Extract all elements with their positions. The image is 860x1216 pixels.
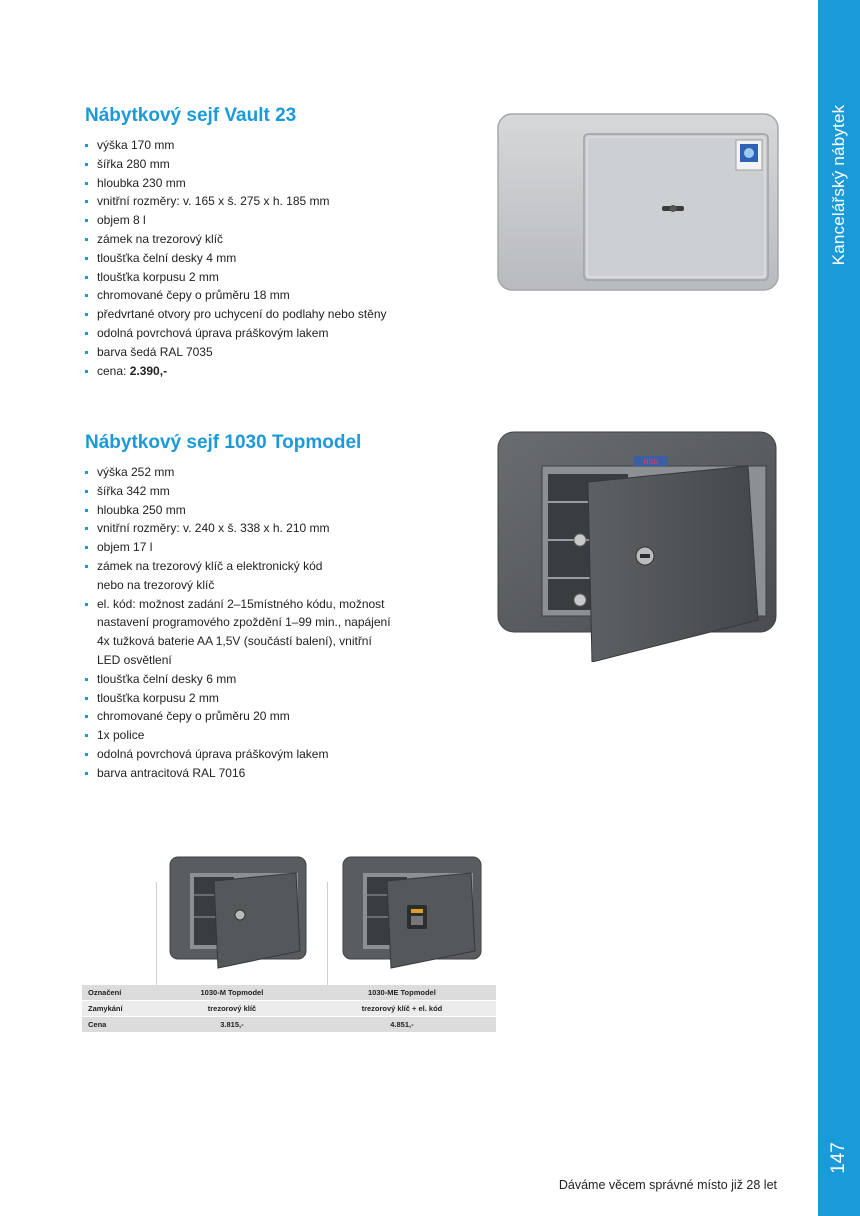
spec-item: vnitřní rozměry: v. 165 x š. 275 x h. 185 mm (85, 192, 387, 211)
spec-item: tloušťka čelní desky 4 mm (85, 249, 387, 268)
page-number: 147 (828, 1142, 849, 1174)
table-cell: 1030-M Topmodel (156, 985, 308, 1001)
spec-item: šířka 342 mm (85, 482, 391, 501)
spec-item: objem 8 l (85, 211, 387, 230)
table-cell: trezorový klíč (156, 1001, 308, 1017)
footer-slogan: Dáváme věcem správné místo již 28 let (558, 1178, 777, 1192)
product1-specs (85, 136, 387, 380)
sidebar (818, 0, 860, 1216)
spec-item: předvrtané otvory pro uchycení do podlahy nebo stěny (85, 305, 387, 324)
row-label: Označení (82, 985, 156, 1001)
spec-item-continued: LED osvětlení (97, 652, 172, 667)
spec-item: zámek na trezorový klíč a elektronický kód (85, 557, 391, 576)
spec-item: tloušťka čelní desky 6 mm (85, 670, 391, 689)
table-cell: 3.815,- (156, 1017, 308, 1033)
spec-item: chromované čepy o průměru 18 mm (85, 286, 387, 305)
spec-item: odolná povrchová úprava práškovým lakem (85, 324, 387, 343)
variant-1030me-image (341, 855, 483, 970)
spec-item: odolná povrchová úprava práškovým lakem (85, 745, 391, 764)
price-value: 2.390,- (129, 363, 168, 378)
spec-item: el. kód: možnost zadání 2–15místného kódu, možnost (85, 595, 391, 614)
product2-title: Nábytkový sejf 1030 Topmodel (85, 432, 362, 453)
spec-item: objem 17 l (85, 538, 391, 557)
spec-item-continued: 4x tužková baterie AA 1,5V (součástí balení), vnitřní (97, 634, 372, 649)
table-cell: 1030-ME Topmodel (308, 985, 496, 1001)
spec-item: chromované čepy o průměru 20 mm (85, 707, 391, 726)
spec-item: 1x police (85, 726, 391, 745)
spec-item: šířka 280 mm (85, 155, 387, 174)
row-label: Cena (82, 1017, 156, 1033)
spec-item: barva šedá RAL 7035 (85, 343, 387, 362)
table-cell: 4.851,- (308, 1017, 496, 1033)
spec-item: vnitřní rozměry: v. 240 x š. 338 x h. 210 mm (85, 519, 391, 538)
product2-specs (85, 463, 391, 783)
price-item (85, 362, 387, 381)
table-row (82, 1001, 496, 1017)
spec-item: barva antracitová RAL 7016 (85, 764, 391, 783)
topmodel-safe-image (496, 430, 780, 662)
spec-item: tloušťka korpusu 2 mm (85, 689, 391, 708)
section-title: Kancelářský nábytek (829, 104, 848, 266)
product1-title: Nábytkový sejf Vault 23 (85, 105, 297, 126)
price-label: cena: (97, 363, 130, 378)
table-row (82, 985, 496, 1001)
spec-item-continued: nebo na trezorový klíč (97, 577, 215, 592)
spec-item: hloubka 230 mm (85, 174, 387, 193)
row-label: Zamykání (82, 1001, 156, 1017)
variant-1030m-image (168, 855, 308, 970)
spec-item: tloušťka korpusu 2 mm (85, 268, 387, 287)
spec-item: výška 170 mm (85, 136, 387, 155)
table-row (82, 1017, 496, 1033)
variants-table (82, 985, 496, 1033)
spec-item: hloubka 250 mm (85, 501, 391, 520)
table-cell: trezorový klíč + el. kód (308, 1001, 496, 1017)
spec-item: zámek na trezorový klíč (85, 230, 387, 249)
svg-text:RSD: RSD (643, 459, 659, 466)
spec-item: výška 252 mm (85, 463, 391, 482)
spec-item-continued: nastavení programového zpoždění 1–99 min., napájení (97, 615, 391, 630)
vault23-safe-image (496, 112, 782, 292)
